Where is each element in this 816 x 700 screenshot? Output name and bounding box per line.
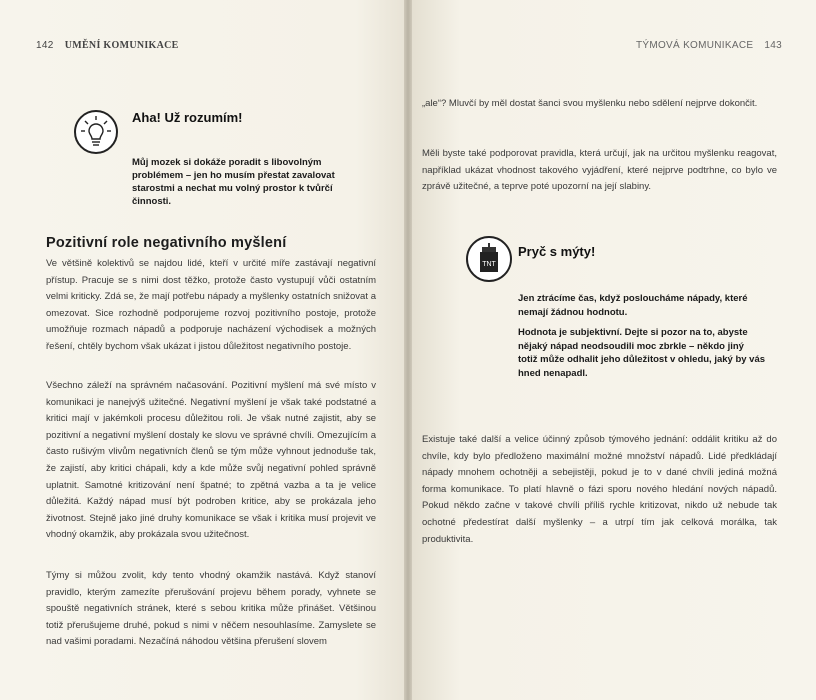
tnt-box-icon [466, 236, 512, 282]
myth-lead: Jen ztrácíme čas, když posloucháme nápady, které nemají žádnou hodnotu. [518, 293, 748, 318]
right-page [412, 0, 816, 700]
aha-callout [70, 100, 370, 210]
left-page-number: 142 [36, 40, 54, 51]
right-page-number: 143 [764, 40, 782, 51]
tnt-label: TNT [482, 261, 496, 268]
myth-answer: Hodnota je subjektivní. Dejte si pozor na to, abyste nějaký nápad neodsoudili moc zbrkle – někdo jiný totiž může odhalit jeho důležitost v ohledu, jaký by vás hned nenapadl. [518, 327, 766, 379]
myth-callout [456, 230, 776, 390]
right-paragraph-3: Existuje také další a velice účinný způsob týmového jednání: oddálit kritiku až do chvíle, kdy bylo předloženo maximální možné množství nápadů. Lidé předkládají nápady mnohem ochotněji a sebejistěji, pokud je to v dané chvíli jediná možná forma komunikace. To platí hlavně o fázi sporu nového hledání nových nápadů. Pokud někdo začne v takové chvíli příliš rychle kritizovat, nikdo už nebude tak ochotné předestírat další myšlenky – a utrpí tím jak celková morálka, tak produktivita. [422, 434, 777, 545]
left-page [0, 0, 404, 700]
right-paragraph-2: Měli byste také podporovat pravidla, která určují, jak na určitou myšlenku reagovat, například ukázat vhodnost takového vyjádření, které nejprve podtrhne, co bylo ve zprávě užitečné, a teprve poté upozorní na její slabiny. [422, 148, 777, 193]
left-paragraph-2: Všechno záleží na správném načasování. Pozitivní myšlení má své místo v komunikaci je nanejvýš užitečné. Negativní myšlení je však také podstatné a kritici mají v jakémkoli procesu důležitou roli. Je však nutné zajistit, aby se pozitivní a negativní myšlení dostaly ke slovu ve správné chvíli. Omezujícím a často rušivým vlivům negativních členů se tým může vyhnout jednoduše tak, že zajistí, aby kritici chápali, kdy a kde může svůj negativní pohled správně uplatnit. Samotné kritizování není špatné; to zpětná vazba a ta je velice důležitá. Každý nápad musí být podroben kritice, aby se prokázala jeho životnost. Stejně jako jiné druhy komunikace se však i kritika musí projevit ve vhodný okamžik, aby prokázala svou užitečnost. [46, 380, 376, 541]
right-running-head [636, 40, 782, 51]
left-paragraph-3: Týmy si můžou zvolit, kdy tento vhodný okamžik nastává. Když stanoví pravidlo, kterým zamezíte přerušování projevu během porady, vyhnete se spouště negativních stránek, které s sebou kritika může přinášet. Většinou totiž přerušujeme druhé, pokud s nimi v něčem nesouhlasíme. Zamyslete se nad vašimi poradami. Nezačíná náhodou většina přerušení slovem [46, 570, 376, 648]
aha-title: Aha! Už rozumím! [132, 110, 243, 125]
right-running-title: TÝMOVÁ KOMUNIKACE [635, 40, 754, 51]
book-gutter [404, 0, 412, 700]
left-paragraph-1: Ve většině kolektivů se najdou lidé, kteří v určité míře zastávají negativní přístup. Pracuje se s nimi dost těžko, protože často vystupují vůči ostatním velmi kriticky. Zdá se, že mají potřebu nápady a myšlenky ostatních snižovat a omezovat. Sice rozhodně podporujeme rozvoj pozitivního postoje, protože umožňuje rozmach nápadů a podporuje nacházení východisek a možných řešení, chtěly bychom však ukázat i jistou důležitost negativního postoje. [46, 258, 376, 352]
aha-text: Můj mozek si dokáže poradit s libovolným problémem – jen ho musím přestat zavalovat starostmi a nechat mu volný prostor k tvůrčí činnosti. [132, 157, 335, 207]
right-paragraph-1: „ale“? Mluvčí by měl dostat šanci svou myšlenku nebo sdělení nejprve dokončit. [422, 98, 758, 109]
light-bulb-icon [74, 110, 118, 154]
myth-title: Pryč s mýty! [518, 244, 596, 259]
section-heading: Pozitivní role negativního myšlení [46, 235, 287, 251]
left-running-title: UMĚNÍ KOMUNIKACE [64, 40, 179, 51]
left-running-head [36, 40, 179, 51]
